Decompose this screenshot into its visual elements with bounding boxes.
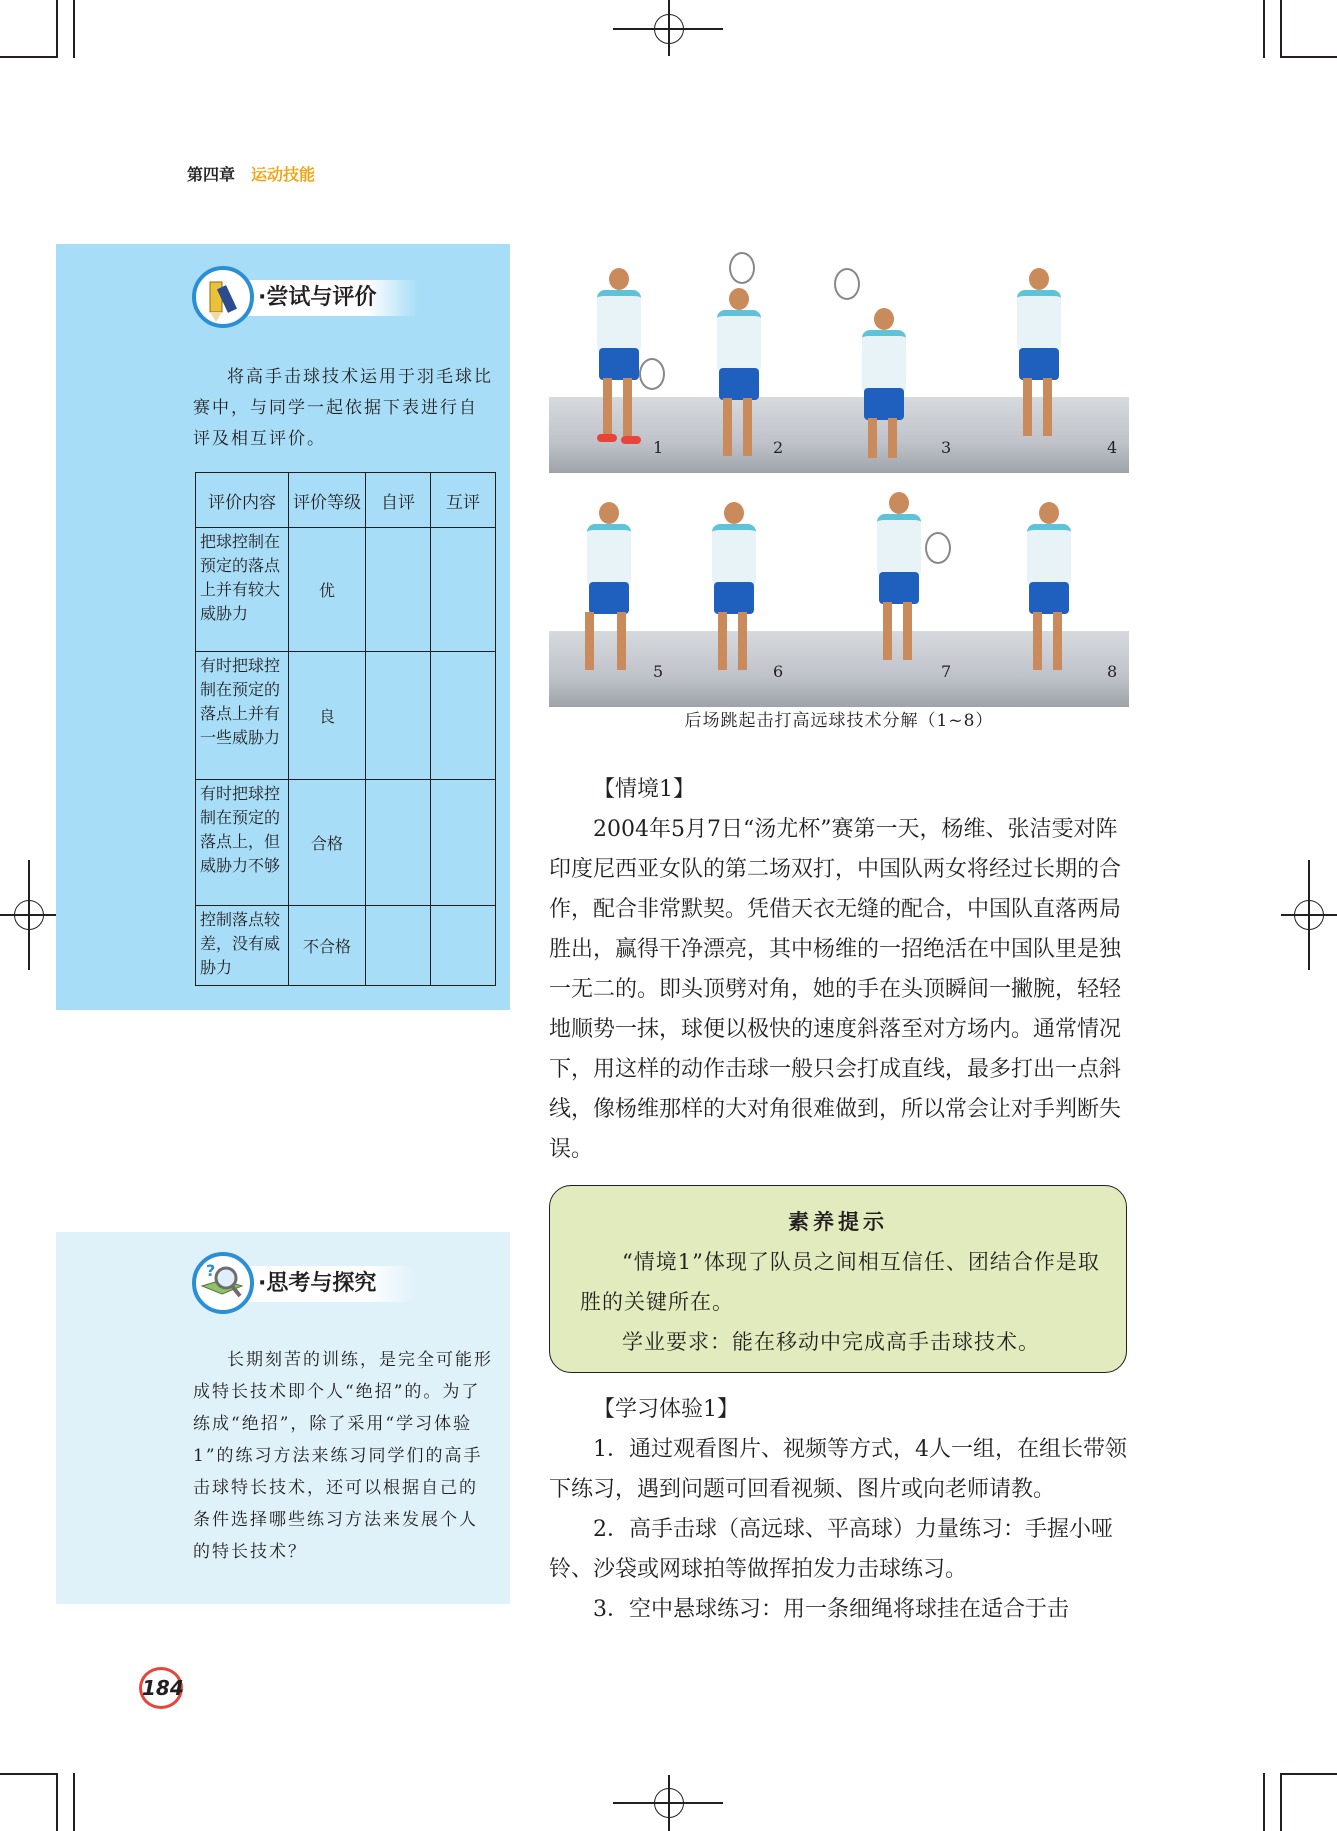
crop-mark: [1280, 56, 1337, 58]
experience-label: 【学习体验1】: [593, 1397, 739, 1422]
crop-mark: [1280, 1775, 1282, 1831]
running-header: [187, 162, 315, 185]
tip-title: 素养提示: [788, 1210, 888, 1234]
crop-mark: [1308, 860, 1310, 970]
svg-text:?: ?: [206, 1261, 216, 1280]
peer-eval-cell: [431, 528, 496, 652]
peer-eval-cell: [431, 906, 496, 986]
table-row: [196, 780, 496, 906]
floor: [549, 631, 1129, 707]
think-explore-title: ·思考与探究: [248, 1266, 418, 1302]
crop-mark: [668, 1775, 670, 1831]
crop-mark: [1263, 1773, 1265, 1831]
criteria-cell: 控制落点较差，没有威胁力: [196, 906, 289, 986]
frame-number: 4: [1107, 438, 1118, 457]
frame-number: 6: [773, 662, 784, 681]
tip-text: “情境1”体现了队员之间相互信任、团结合作是取胜的关键所在。: [580, 1250, 1100, 1314]
header-peer: 互评: [431, 473, 496, 528]
photo-caption: 后场跳起击打高远球技术分解（1~8）: [684, 711, 994, 731]
level-cell: 不合格: [289, 906, 366, 986]
table-row: [196, 652, 496, 780]
think-explore-text: 长期刻苦的训练，是完全可能形成特长技术即个人“绝招”的。为了练成“绝招”，除了采用“学习体验1”的练习方法来练习同学们的高手击球特长技术，还可以根据自己的条件选择哪些练习方法来发展个人的特长技术？: [193, 1350, 493, 1562]
table-row: [196, 906, 496, 986]
frame-number: 1: [653, 438, 664, 457]
try-evaluate-title: ·尝试与评价: [248, 280, 418, 316]
magnifier-book-icon: [192, 1252, 254, 1314]
literacy-tip-box: [549, 1185, 1127, 1373]
peer-eval-cell: [431, 652, 496, 780]
self-eval-cell: [366, 652, 431, 780]
crop-mark: [56, 1775, 58, 1831]
table-header-row: [196, 473, 496, 528]
try-evaluate-badge: [192, 266, 377, 334]
scenario-text: 2004年5月7日“汤尤杯”赛第一天，杨维、张洁雯对阵印度尼西亚女队的第二场双打，中国队两女将经过长期的合作，配合非常默契。凭借天衣无缝的配合，中国队直落两局胜出，赢得干净漂亮，其中杨维的一招绝活在中国队里是独一无二的。即头顶劈对角，她的手在头顶瞬间一撇腕，轻轻地顺势一抹，球便以极快的速度斜落至对方场内。通常情况下，用这样的动作击球一般只会打成直线，最多打出一点斜线，像杨维那样的大对角很难做到，所以常会让对手判断失误。: [549, 817, 1122, 1162]
crop-mark: [56, 0, 58, 56]
badminton-photo-top: [549, 248, 1129, 473]
level-cell: 合格: [289, 780, 366, 906]
peer-eval-cell: [431, 780, 496, 906]
frame-number: 7: [941, 662, 952, 681]
think-explore-badge: [192, 1252, 377, 1320]
badminton-photo-bottom: [549, 482, 1129, 707]
frame-number: 2: [773, 438, 784, 457]
experience-item-2: 2．高手击球（高远球、平高球）力量练习：手握小哑铃、沙袋或网球拍等做挥拍发力击球练习。: [549, 1517, 1113, 1582]
criteria-cell: 把球控制在预定的落点上并有较大威胁力: [196, 528, 289, 652]
page-number: 184: [139, 1667, 183, 1709]
try-evaluate-intro: 将高手击球技术运用于羽毛球比赛中，与同学一起依据下表进行自评及相互评价。: [193, 367, 493, 449]
header-self: 自评: [366, 473, 431, 528]
level-cell: 优: [289, 528, 366, 652]
scenario-label: 【情境1】: [593, 777, 695, 802]
academic-requirement: 学业要求：能在移动中完成高手击球技术。: [622, 1330, 1040, 1354]
crop-mark: [73, 1773, 75, 1831]
chapter-label: 第四章: [187, 165, 236, 184]
frame-number: 5: [653, 662, 664, 681]
criteria-cell: 有时把球控制在预定的落点上并有一些威胁力: [196, 652, 289, 780]
frame-number: 8: [1107, 662, 1118, 681]
crop-mark: [668, 0, 670, 56]
crop-mark: [1280, 0, 1282, 56]
self-eval-cell: [366, 906, 431, 986]
pencil-icon: [192, 266, 254, 328]
self-eval-cell: [366, 780, 431, 906]
level-cell: 良: [289, 652, 366, 780]
table-row: [196, 528, 496, 652]
self-eval-cell: [366, 528, 431, 652]
crop-mark: [0, 1773, 58, 1775]
frame-number: 3: [941, 438, 952, 457]
header-level: 评价等级: [289, 473, 366, 528]
floor: [549, 397, 1129, 473]
experience-item-1: 1．通过观看图片、视频等方式，4人一组，在组长带领下练习，遇到问题可回看视频、图片或向老师请教。: [549, 1437, 1127, 1502]
crop-mark: [1263, 0, 1265, 58]
crop-mark: [73, 0, 75, 58]
section-label: 运动技能: [251, 165, 316, 184]
crop-mark: [0, 56, 58, 58]
header-criteria: 评价内容: [196, 473, 289, 528]
crop-mark: [1280, 1773, 1337, 1775]
criteria-cell: 有时把球控制在预定的落点上，但威胁力不够: [196, 780, 289, 906]
crop-mark: [28, 860, 30, 970]
experience-item-3: 3．空中悬球练习：用一条细绳将球挂在适合于击: [593, 1597, 1069, 1622]
evaluation-table: [195, 472, 496, 986]
